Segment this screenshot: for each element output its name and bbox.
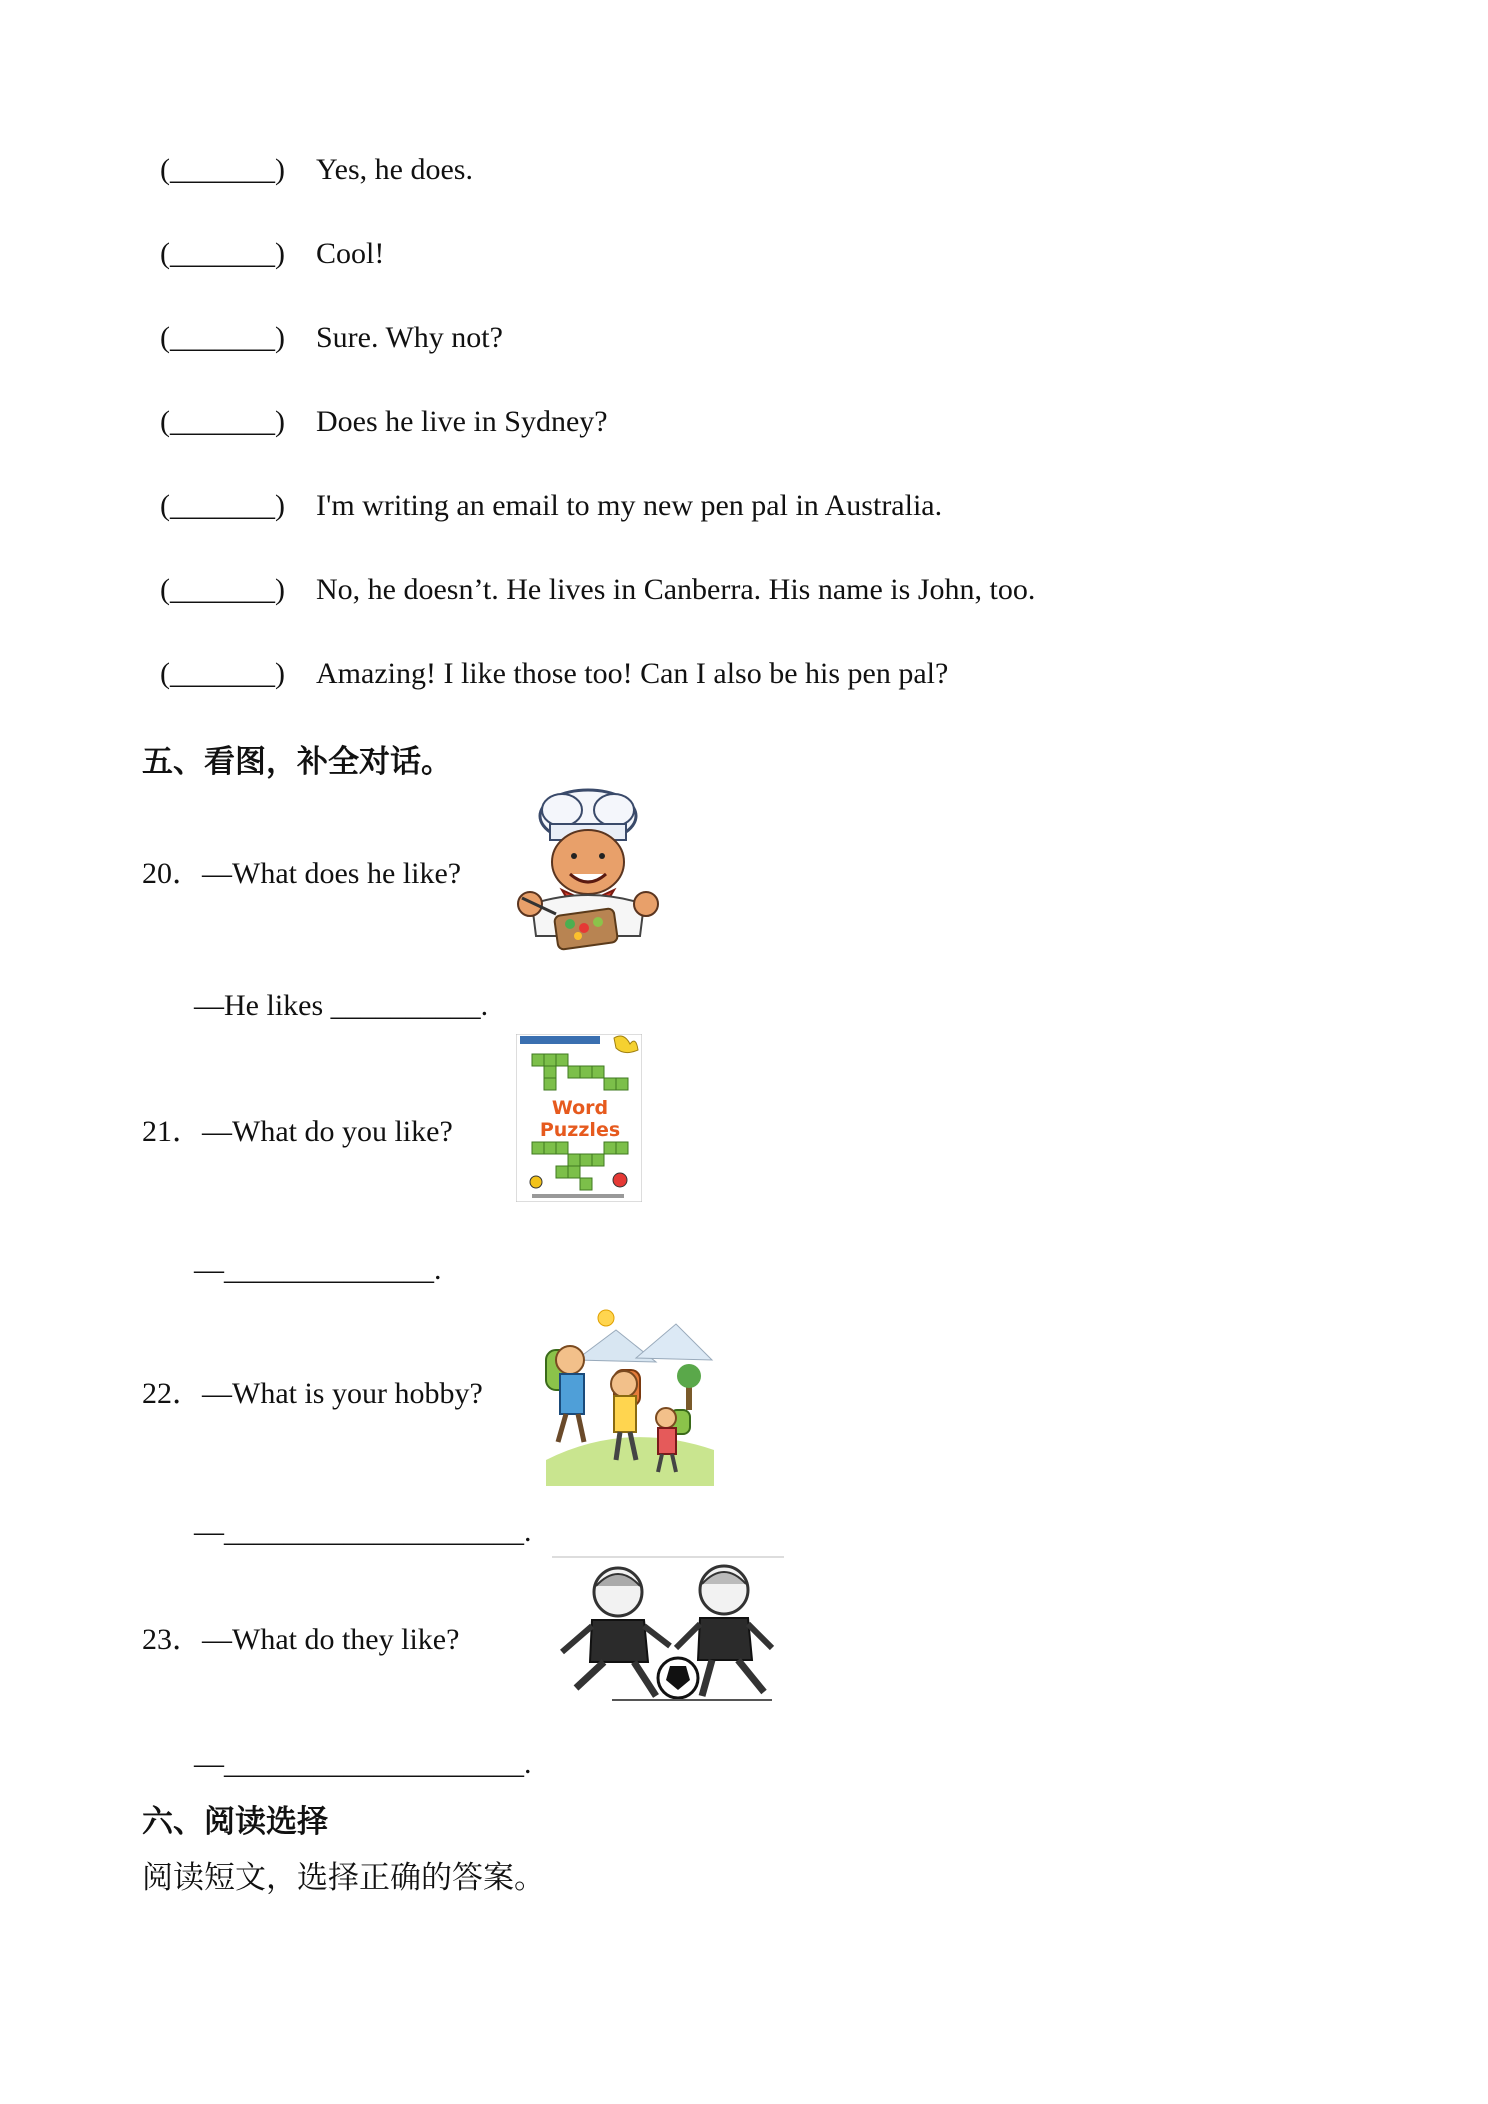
- question-22: [142, 1376, 483, 1412]
- order-blank[interactable]: (_______): [160, 573, 285, 606]
- order-item: [160, 236, 384, 272]
- question-text: —What is your hobby?: [202, 1377, 483, 1410]
- order-item: [160, 488, 942, 524]
- order-blank[interactable]: (_______): [160, 153, 285, 186]
- answer-21[interactable]: —______________.: [194, 1253, 442, 1286]
- order-item: [160, 656, 948, 692]
- order-item: [160, 404, 608, 440]
- question-number: 21．: [142, 1115, 202, 1148]
- order-text: Sure. Why not?: [316, 321, 503, 354]
- order-text: Cool!: [316, 237, 385, 270]
- word-puzzles-book-illustration: [516, 1034, 642, 1202]
- order-text: Does he live in Sydney?: [316, 405, 608, 438]
- question-number: 20．: [142, 857, 202, 890]
- section-heading: 六、阅读选择: [142, 1804, 328, 1840]
- order-blank[interactable]: (_______): [160, 237, 285, 270]
- question-text: —What do you like?: [202, 1115, 453, 1148]
- chef-cooking-illustration: [512, 786, 664, 956]
- boys-playing-football-illustration: [552, 1556, 784, 1704]
- question-number: 23．: [142, 1623, 202, 1656]
- order-item: [160, 572, 1035, 608]
- order-text: No, he doesn’t. He lives in Canberra. His name is John, too.: [316, 573, 1036, 606]
- question-23: [142, 1622, 459, 1658]
- book-title-puzzles: Puzzles: [539, 1119, 621, 1141]
- answer-22[interactable]: —____________________.: [194, 1515, 532, 1548]
- order-item: [160, 320, 503, 356]
- book-title-word: Word: [551, 1097, 609, 1119]
- order-blank[interactable]: (_______): [160, 489, 285, 522]
- question-text: —What does he like?: [202, 857, 462, 890]
- order-text: I'm writing an email to my new pen pal in Australia.: [316, 489, 943, 522]
- order-blank[interactable]: (_______): [160, 657, 285, 690]
- section-heading: 五、看图，补全对话。: [142, 744, 452, 780]
- hiking-family-illustration: [536, 1300, 718, 1486]
- question-text: —What do they like?: [202, 1623, 460, 1656]
- order-text: Yes, he does.: [316, 153, 473, 186]
- order-blank[interactable]: (_______): [160, 321, 285, 354]
- answer-23[interactable]: —____________________.: [194, 1747, 532, 1780]
- question-21: [142, 1114, 453, 1150]
- section-instruction: 阅读短文，选择正确的答案。: [142, 1860, 545, 1896]
- order-text: Amazing! I like those too! Can I also be his pen pal?: [316, 657, 949, 690]
- order-blank[interactable]: (_______): [160, 405, 285, 438]
- question-number: 22．: [142, 1377, 202, 1410]
- order-item: [160, 152, 473, 188]
- question-20: [142, 856, 461, 892]
- answer-20[interactable]: —He likes __________.: [194, 989, 489, 1022]
